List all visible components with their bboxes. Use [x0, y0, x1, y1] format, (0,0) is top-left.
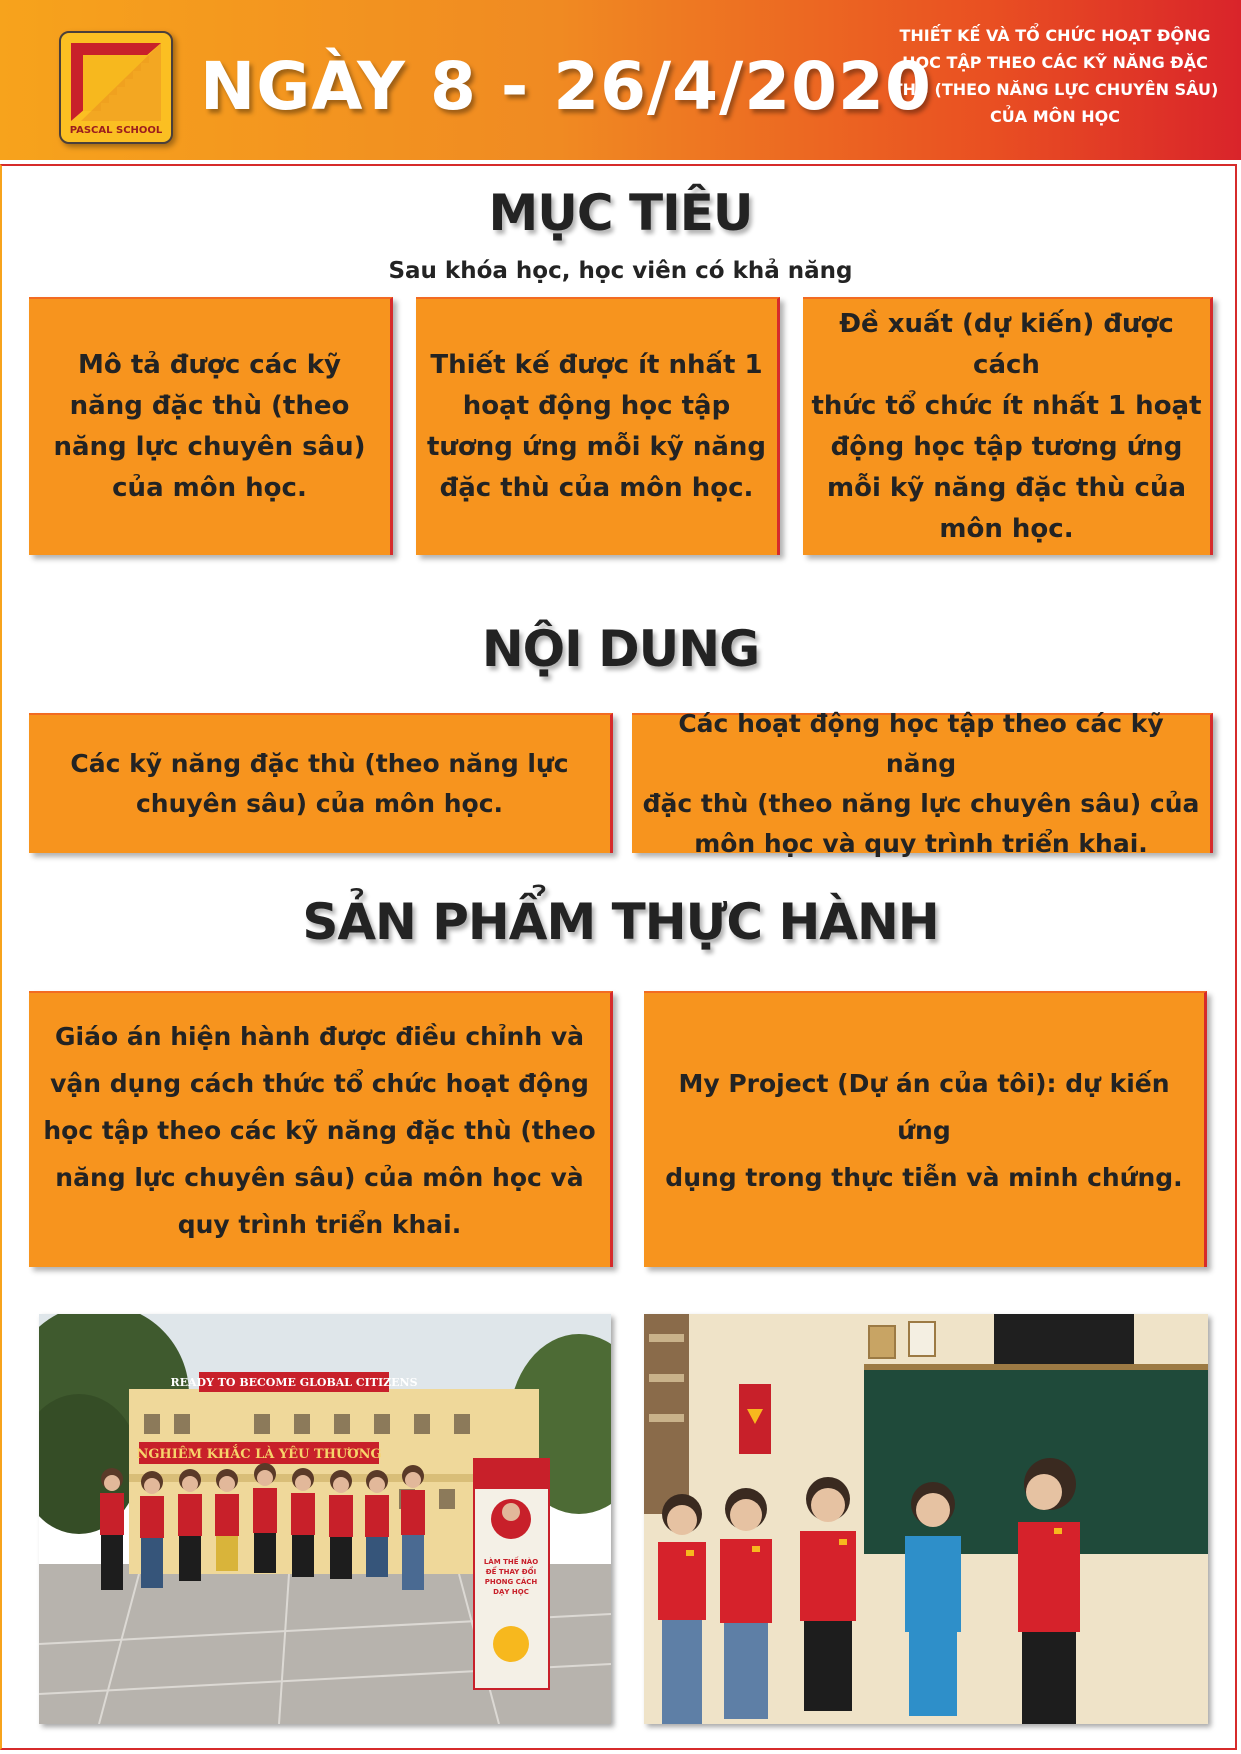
- program-title-line: CỦA MÔN HỌC: [990, 107, 1120, 126]
- objective-box-1: [29, 297, 393, 555]
- objective-line: đặc thù của môn học.: [439, 473, 754, 503]
- objective-line: Thiết kế được ít nhất 1: [430, 350, 763, 380]
- section-title-content: NỘI DUNG: [481, 620, 760, 678]
- product-line: quy trình triển khai.: [177, 1209, 462, 1239]
- content-line: Các hoạt động học tập theo các kỹ năng: [678, 709, 1164, 778]
- standee-line: PHONG CÁCH: [484, 1578, 538, 1586]
- product-line: dụng trong thực tiễn và minh chứng.: [665, 1162, 1183, 1192]
- standee-line: DẠY HỌC: [493, 1588, 529, 1596]
- objective-line: Mô tả được các kỹ: [78, 350, 341, 380]
- header-banner: [0, 0, 1241, 160]
- banner-text-mid: NGHIÊM KHẮC LÀ YÊU THƯƠNG: [136, 1447, 382, 1462]
- product-box-1: [29, 991, 613, 1267]
- content-line: Các kỹ năng đặc thù (theo năng lực: [70, 749, 569, 778]
- group-photo-school: [39, 1314, 611, 1724]
- objective-line: năng đặc thù (theo: [69, 391, 350, 421]
- content-line: môn học và quy trình triển khai.: [694, 829, 1148, 858]
- objective-line: năng lực chuyên sâu): [53, 432, 366, 462]
- content-box-1: [29, 713, 613, 853]
- product-line: học tập theo các kỹ năng đặc thù (theo: [43, 1115, 596, 1145]
- product-box-2: [644, 991, 1207, 1267]
- objective-box-3: [803, 297, 1213, 555]
- objective-line: thức tổ chức ít nhất 1 hoạt: [811, 391, 1202, 421]
- product-line: My Project (Dự án của tôi): dự kiến ứng: [678, 1068, 1170, 1145]
- logo-text: PASCAL SCHOOL: [69, 125, 163, 136]
- program-title-line: HỌC TẬP THEO CÁC KỸ NĂNG ĐẶC: [902, 53, 1208, 72]
- logo-mark-icon: [69, 41, 163, 121]
- banner-text-top: READY TO BECOME GLOBAL CITIZENS: [170, 1376, 418, 1389]
- objective-box-2: [416, 297, 780, 555]
- product-line: vận dụng cách thức tổ chức hoạt động: [50, 1068, 589, 1098]
- objectives-subtitle: Sau khóa học, học viên có khả năng: [388, 258, 853, 284]
- objective-line: động học tập tương ứng: [830, 432, 1183, 462]
- content-line: đặc thù (theo năng lực chuyên sâu) của: [642, 789, 1200, 818]
- classroom-photo: [644, 1314, 1208, 1724]
- program-title-line: THÙ (THEO NĂNG LỰC CHUYÊN SÂU): [891, 80, 1219, 99]
- content-line: chuyên sâu) của môn học.: [135, 789, 504, 818]
- objective-line: mỗi kỹ năng đặc thù của: [826, 473, 1187, 503]
- section-title-objectives: MỤC TIÊU: [488, 184, 753, 242]
- program-title: [885, 22, 1225, 142]
- product-line: năng lực chuyên sâu) của môn học và: [55, 1162, 584, 1192]
- objective-line: hoạt động học tập: [462, 391, 731, 421]
- product-line: Giáo án hiện hành được điều chỉnh và: [55, 1021, 584, 1051]
- standee-line: ĐỂ THAY ĐỔI: [485, 1568, 537, 1576]
- date-title: NGÀY 8 - 26/4/2020: [200, 48, 932, 125]
- objective-line: môn học.: [939, 514, 1074, 544]
- pascal-school-logo: [59, 31, 173, 144]
- objective-line: của môn học.: [112, 473, 307, 503]
- program-title-line: THIẾT KẾ VÀ TỔ CHỨC HOẠT ĐỘNG: [899, 26, 1211, 45]
- standee-line: LÀM THẾ NÀO: [483, 1558, 539, 1566]
- objective-line: tương ứng mỗi kỹ năng: [426, 432, 767, 462]
- section-title-products: SẢN PHẨM THỰC HÀNH: [302, 893, 939, 951]
- objective-line: Đề xuất (dự kiến) được cách: [839, 309, 1174, 380]
- content-box-2: [632, 709, 1213, 858]
